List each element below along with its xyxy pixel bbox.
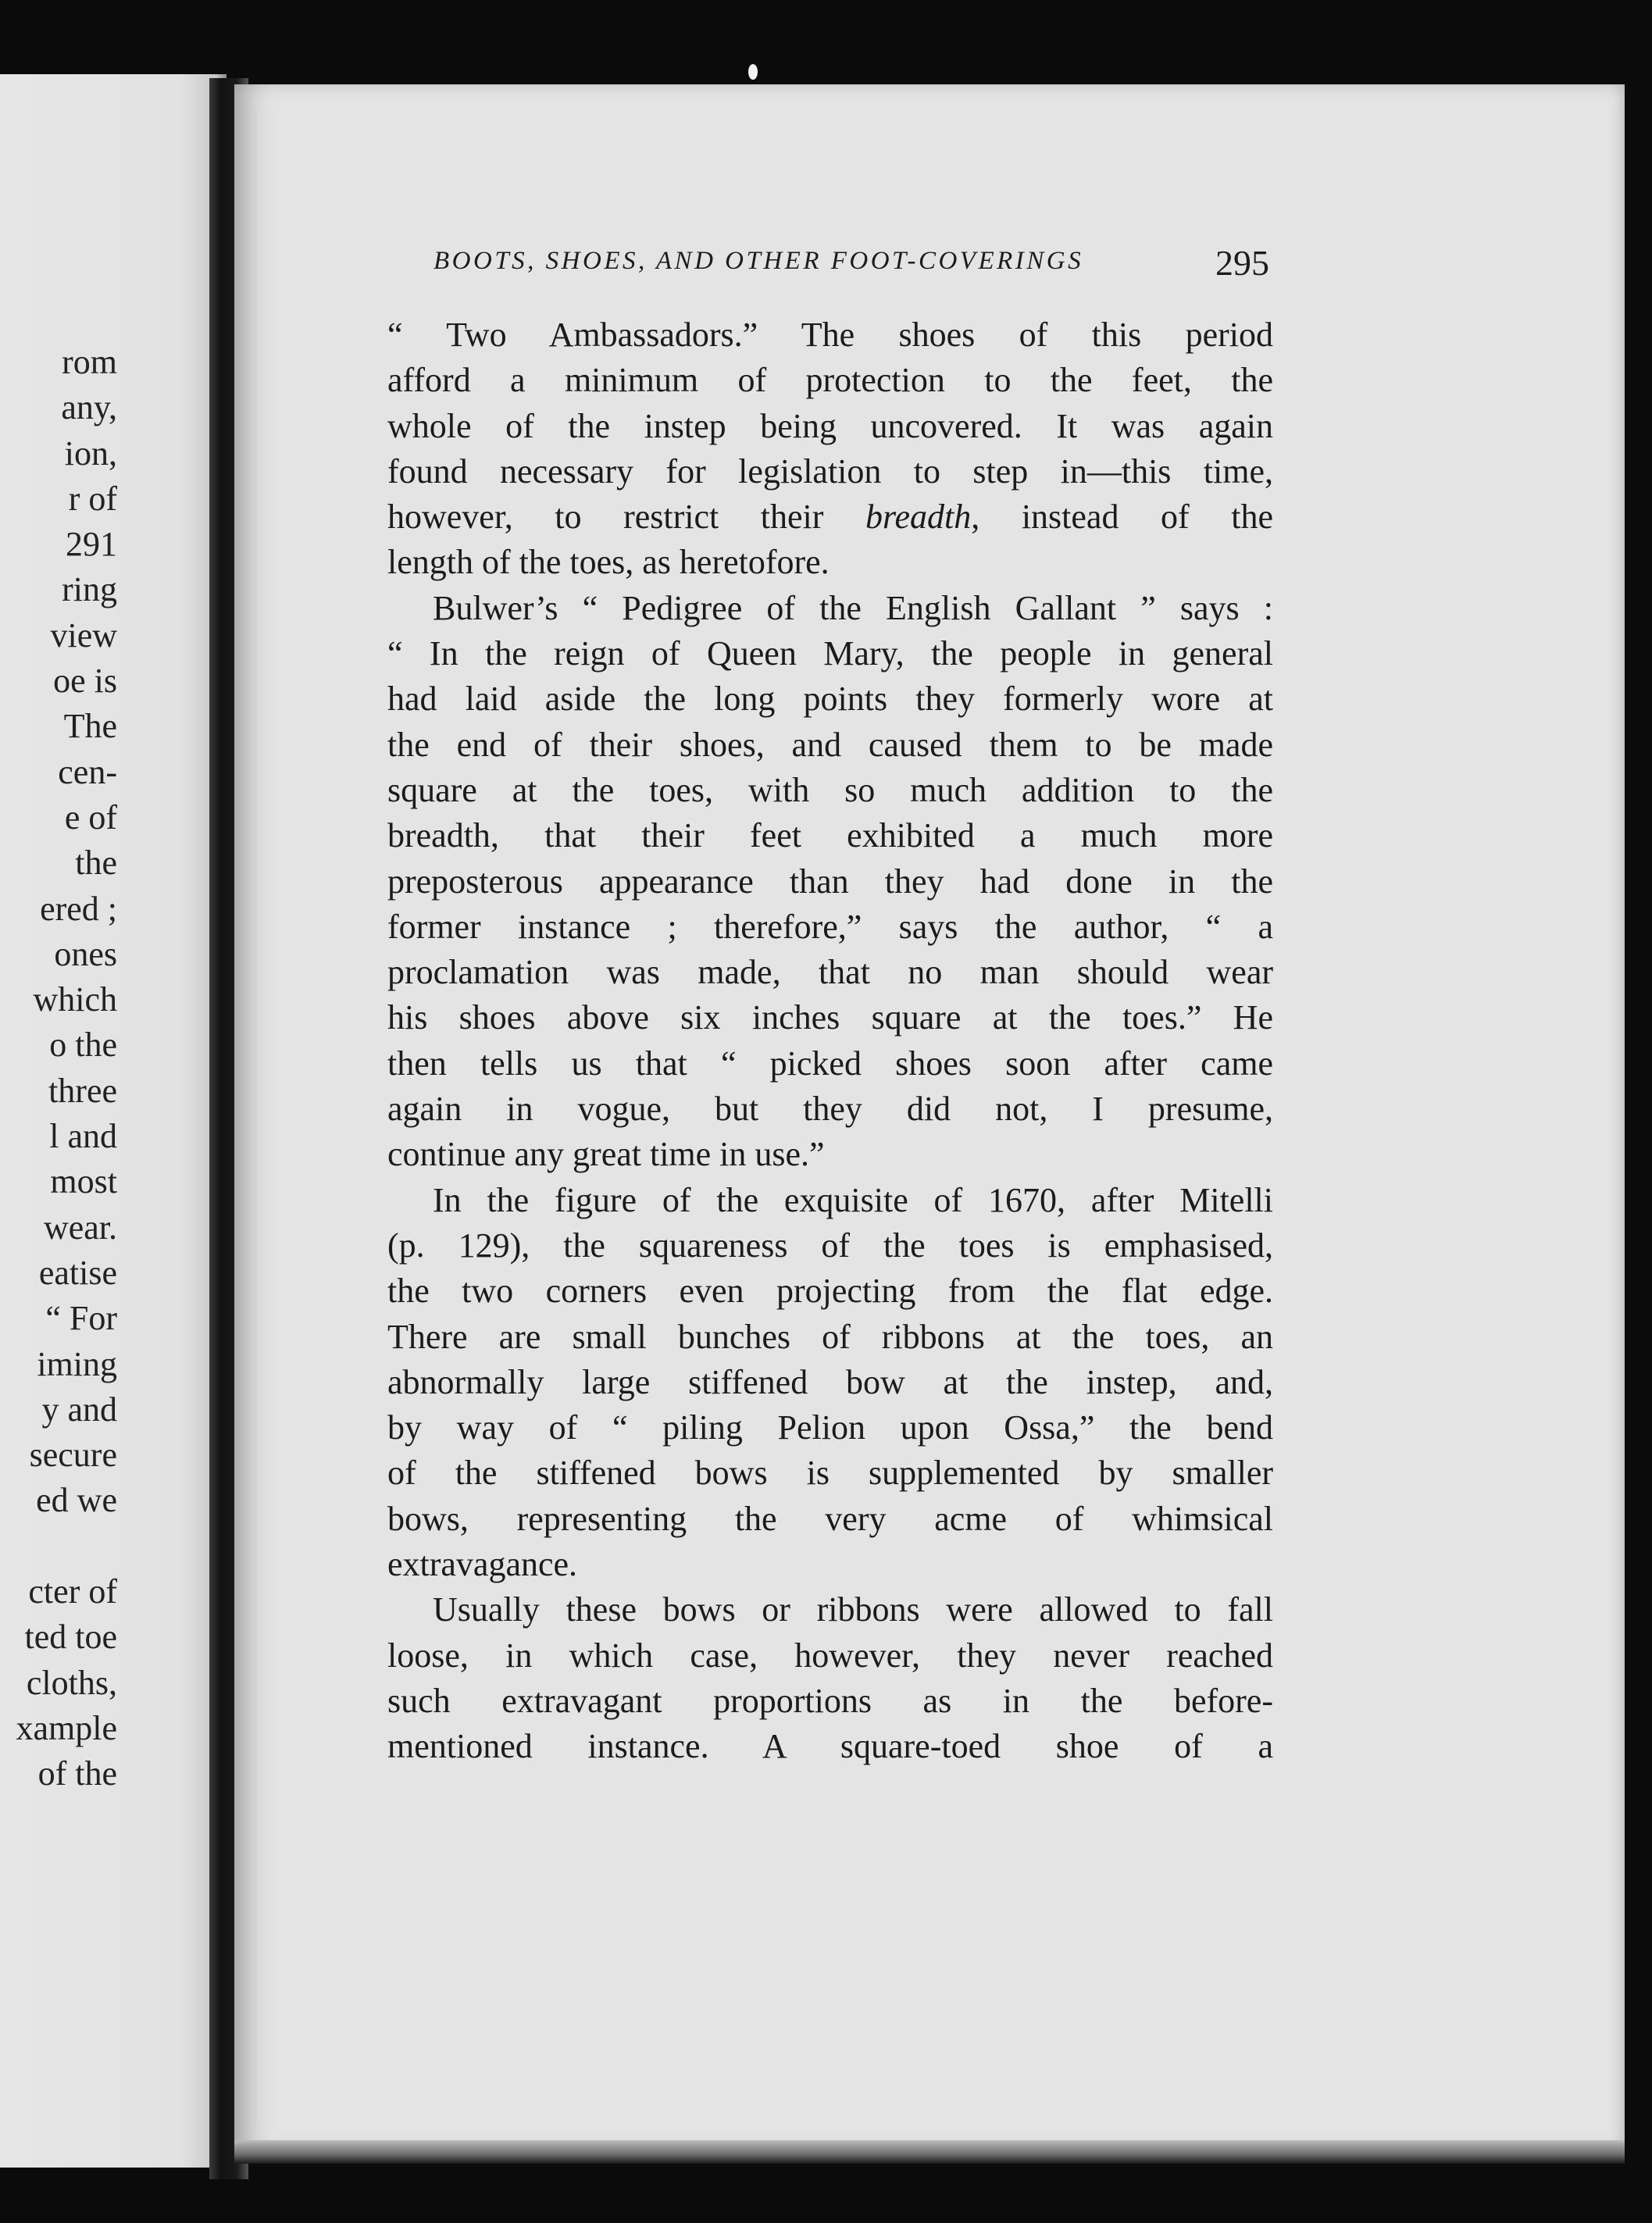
text-line: extravagance. bbox=[387, 1545, 578, 1584]
running-title: BOOTS, SHOES, AND OTHER FOOT-COVERINGS bbox=[434, 247, 1084, 275]
text-line: again in vogue, but they did not, I presume, bbox=[387, 1090, 1273, 1129]
previous-page-line-fragment: cloths, bbox=[26, 1663, 117, 1702]
previous-page-line-fragment bbox=[0, 1524, 117, 1569]
emphasis: breadth bbox=[865, 498, 972, 537]
text-line: his shoes above six inches square at the toes.” He bbox=[387, 998, 1273, 1037]
previous-page-line-fragment: most bbox=[50, 1162, 117, 1201]
previous-page-line-fragment: “ For bbox=[45, 1299, 117, 1338]
text-line: afford a minimum of protection to the feet, the bbox=[387, 361, 1273, 400]
text-line: whole of the instep being uncovered. It was again bbox=[387, 406, 1273, 445]
previous-page-line-fragment: ion, bbox=[64, 434, 117, 473]
text-line: loose, in which case, however, they never reached bbox=[387, 1636, 1273, 1675]
paragraph bbox=[387, 1178, 1273, 1588]
text-line: Bulwer’s “ Pedigree of the English Gallant ” says : bbox=[433, 588, 1273, 627]
page-number: 295 bbox=[1215, 243, 1269, 283]
previous-page-line-fragment: ed we bbox=[36, 1481, 117, 1520]
previous-page-line-fragment: of the bbox=[37, 1754, 117, 1793]
text-line: proclamation was made, that no man should wear bbox=[387, 953, 1273, 992]
text-line: found necessary for legislation to step in—this time, bbox=[387, 451, 1273, 491]
previous-page-line-fragment: which bbox=[33, 980, 117, 1019]
paragraph bbox=[387, 1587, 1273, 1769]
previous-page-line-fragment: l and bbox=[49, 1117, 117, 1156]
text-line: former instance ; therefore,” says the author, “ a bbox=[387, 907, 1273, 946]
previous-page-line-fragment: secure bbox=[29, 1436, 117, 1475]
body-text bbox=[387, 312, 1273, 1770]
previous-page-line-fragment: ring bbox=[62, 570, 117, 609]
previous-page-text-fragments bbox=[0, 340, 117, 1797]
text-line: of the stiffened bows is supplemented by smaller bbox=[387, 1454, 1273, 1493]
previous-page-line-fragment: three bbox=[48, 1071, 117, 1110]
text-line: “ In the reign of Queen Mary, the people in general bbox=[387, 634, 1273, 673]
previous-page-line-fragment: wear. bbox=[43, 1208, 117, 1247]
text-line: abnormally large stiffened bow at the instep, and, bbox=[387, 1362, 1273, 1401]
text-line: (p. 129), the squareness of the toes is emphasised, bbox=[387, 1226, 1273, 1265]
previous-page-line-fragment: ered ; bbox=[40, 889, 117, 928]
text-line: There are small bunches of ribbons at the toes, an bbox=[387, 1317, 1273, 1356]
dust-speck bbox=[748, 64, 758, 80]
previous-page-line-fragment: r of bbox=[68, 479, 117, 518]
previous-page-line-fragment: oe is bbox=[53, 662, 117, 701]
text-line: then tells us that “ picked shoes soon after came bbox=[387, 1044, 1273, 1083]
text-line: mentioned instance. A square-toed shoe of a bbox=[387, 1727, 1273, 1766]
previous-page-line-fragment: ones bbox=[54, 934, 117, 973]
text-line: the end of their shoes, and caused them to be made bbox=[387, 725, 1273, 764]
previous-page-line-fragment: 291 bbox=[66, 525, 117, 564]
text-line: the two corners even projecting from the flat edge. bbox=[387, 1272, 1273, 1311]
paragraph bbox=[387, 586, 1273, 1178]
previous-page-line-fragment: cter of bbox=[28, 1572, 117, 1611]
text-line: square at the toes, with so much addition to the bbox=[387, 770, 1273, 809]
previous-page-line-fragment: view bbox=[50, 616, 117, 655]
text-line: had laid aside the long points they formerly wore at bbox=[387, 680, 1273, 719]
previous-page-line-fragment: cen- bbox=[58, 752, 117, 791]
previous-page-line-fragment: any, bbox=[61, 388, 117, 427]
text-line: “ Two Ambassadors.” The shoes of this period bbox=[387, 316, 1273, 354]
previous-page-line-fragment: eatise bbox=[38, 1253, 117, 1292]
previous-page-line-fragment: The bbox=[63, 707, 117, 746]
previous-page-edge bbox=[0, 74, 227, 2168]
running-head bbox=[434, 242, 1269, 289]
text-line: Usually these bows or ribbons were allowed to fall bbox=[433, 1590, 1273, 1629]
text-line: bows, representing the very acme of whimsical bbox=[387, 1499, 1273, 1538]
previous-page-line-fragment: iming bbox=[37, 1344, 117, 1383]
previous-page-line-fragment: rom bbox=[62, 343, 117, 381]
paragraph bbox=[387, 312, 1273, 586]
previous-page-line-fragment: ted toe bbox=[24, 1618, 117, 1657]
text-line: preposterous appearance than they had done in the bbox=[387, 862, 1273, 901]
text-line: by way of “ piling Pelion upon Ossa,” the bend bbox=[387, 1408, 1273, 1447]
previous-page-line-fragment: o the bbox=[49, 1026, 117, 1065]
previous-page-line-fragment: y and bbox=[41, 1390, 117, 1429]
page-bottom-edge bbox=[234, 2140, 1625, 2164]
text-line: breadth, that their feet exhibited a much more bbox=[387, 816, 1273, 855]
text-line: such extravagant proportions as in the before- bbox=[387, 1681, 1273, 1720]
previous-page-line-fragment: xample bbox=[16, 1708, 117, 1747]
text-line: length of the toes, as heretofore. bbox=[387, 543, 830, 582]
text-line: In the figure of the exquisite of 1670, after Mitelli bbox=[433, 1180, 1273, 1219]
text-line: continue any great time in use.” bbox=[387, 1135, 825, 1174]
previous-page-line-fragment: e of bbox=[64, 797, 117, 837]
previous-page-line-fragment: the bbox=[75, 844, 117, 883]
text-line: however, to restrict their breadth, instead of the bbox=[387, 498, 1273, 537]
